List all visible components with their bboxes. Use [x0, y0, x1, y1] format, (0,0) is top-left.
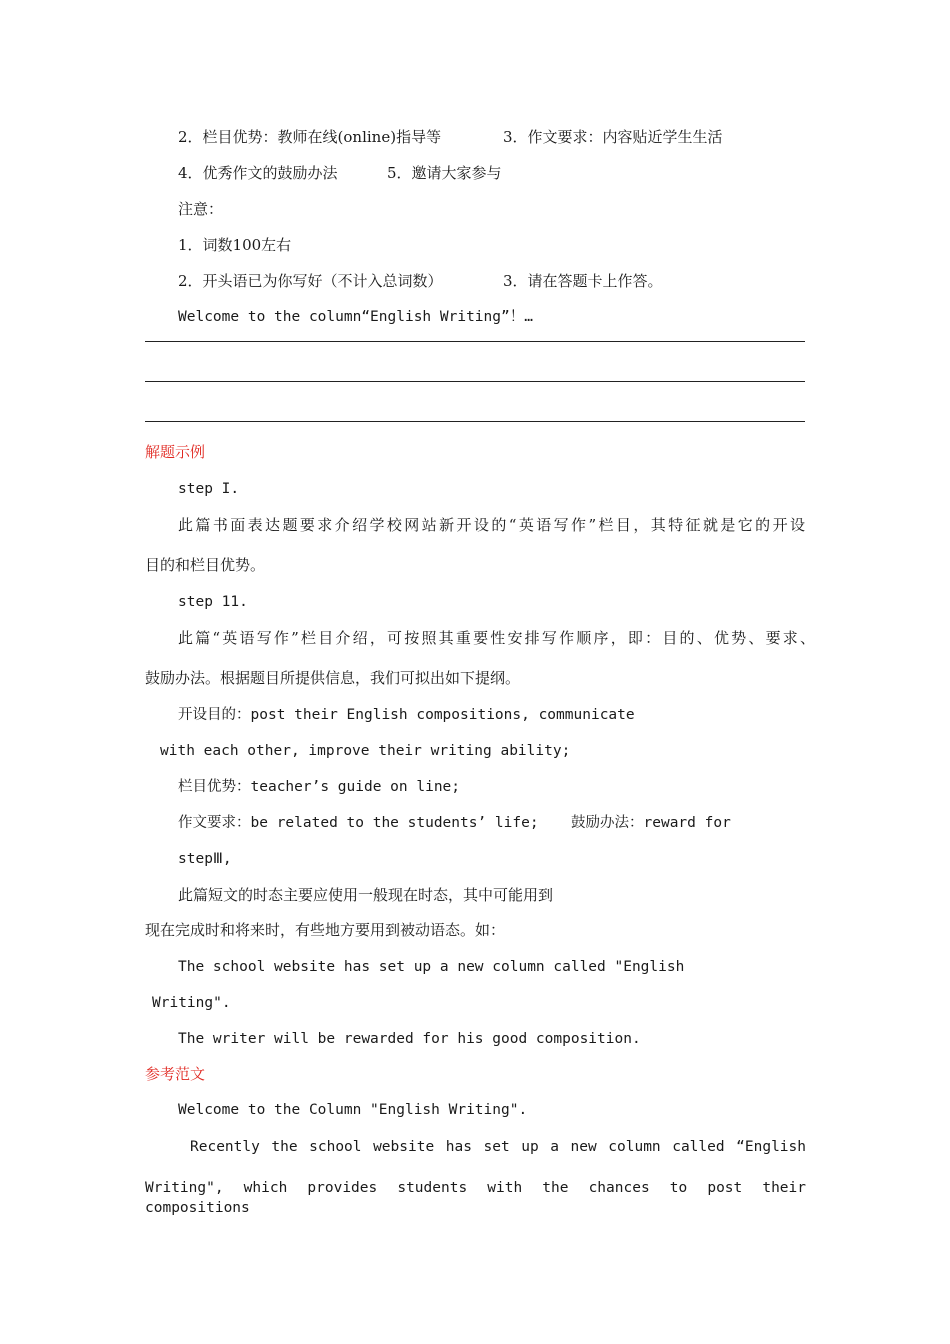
step2-label: step 11. — [178, 594, 248, 610]
opening-sentence: Welcome to the column“English Writing”！… — [178, 309, 533, 325]
step1-text: 此篇书面表达题要求介绍学校网站新开设的“英语写作”栏目，其特征就是它的开设 — [178, 516, 805, 534]
example-sentence-1-cont: Writing". — [152, 995, 231, 1011]
example-sentence-1: The school website has set up a new column called "English — [178, 959, 685, 975]
note-1: 1．词数100左右 — [178, 236, 292, 254]
step1-text-cont: 目的和栏目优势。 — [145, 556, 266, 574]
step2-text-cont: 鼓励办法。根据题目所提供信息，我们可拟出如下提纲。 — [145, 669, 521, 687]
reference-paragraph-cont: Writing", which provides students with the chances to post their compositions — [145, 1180, 806, 1216]
outline-reward: 鼓励办法：reward for — [571, 815, 731, 831]
note-title: 注意： — [178, 200, 224, 218]
point-2: 2．栏目优势：教师在线(online)指导等 — [178, 128, 442, 146]
outline-requirement: 作文要求：be related to the students’ life; — [178, 815, 539, 831]
example-sentence-2: The writer will be rewarded for his good composition. — [178, 1031, 641, 1047]
outline-purpose-cont: with each other, improve their writing ability; — [160, 743, 571, 759]
reference-heading: 参考范文 — [145, 1065, 206, 1083]
step3-text-cont: 现在完成时和将来时，有些地方要用到被动语态。如： — [145, 921, 506, 939]
note-3: 3．请在答题卡上作答。 — [503, 272, 663, 290]
note-2: 2．开头语已为你写好（不计入总词数） — [178, 272, 443, 290]
step3-text: 此篇短文的时态主要应使用一般现在时态，其中可能用到 — [178, 886, 554, 904]
reference-title: Welcome to the Column "English Writing". — [178, 1102, 528, 1118]
outline-purpose: 开设目的：post their English compositions, communicate — [178, 707, 635, 723]
step3-label: stepⅢ, — [178, 851, 232, 867]
step1-label: step I. — [178, 481, 240, 497]
answer-line — [145, 381, 805, 382]
step2-text: 此篇“英语写作”栏目介绍，可按照其重要性安排写作顺序，即：目的、优势、要求、 — [178, 629, 815, 647]
reference-paragraph: Recently the school website has set up a new column called “English — [190, 1139, 806, 1155]
point-5: 5．邀请大家参与 — [387, 164, 502, 182]
point-3: 3．作文要求：内容贴近学生生活 — [503, 128, 723, 146]
answer-line — [145, 421, 805, 422]
point-4: 4．优秀作文的鼓励办法 — [178, 164, 338, 182]
solution-heading: 解题示例 — [145, 443, 206, 461]
answer-line — [145, 341, 805, 342]
outline-advantage: 栏目优势：teacher’s guide on line; — [178, 779, 461, 795]
